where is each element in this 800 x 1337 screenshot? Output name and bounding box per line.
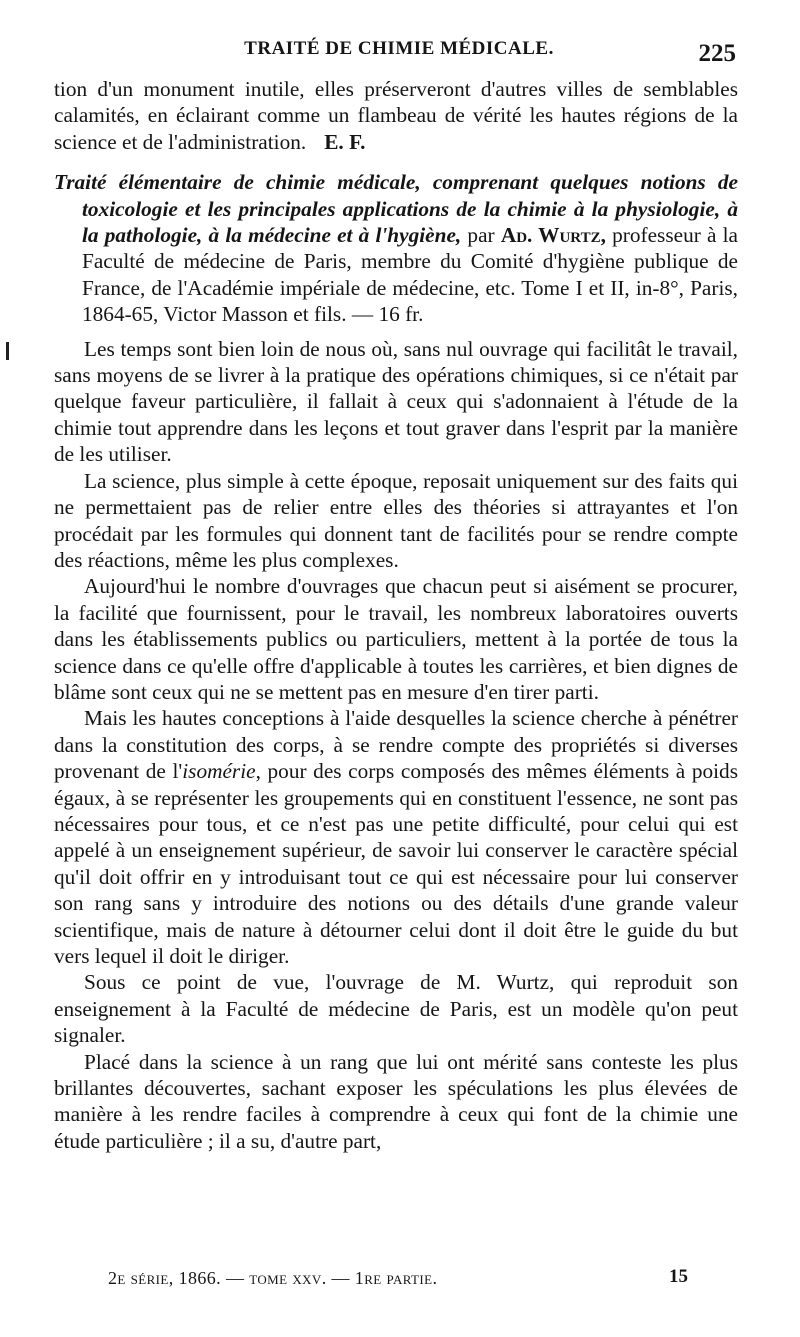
paragraph-3: Aujourd'hui le nombre d'ouvrages que chacun peut si aisément se procurer, la facilité que fournissent, pour le travail, les nombreux laboratoires ouverts dans les établissements publics ou particuliers, mettent à la portée de tous la science dans ce qu'elle offre d'applicable à toutes les carrières, et bien dignes de blâme sont ceux qui ne se mettent pas en mesure d'en tirer parti. [54,574,738,704]
paragraph-4-end: , pour des corps composés des mêmes éléments à poids égaux, à se représenter les groupements qui en constituent l'essence, ne sont pas nécessaires pour tous, et ce n'est pas une petite difficulté, pour celui qui est appelé à un enseignement supérieur, de savoir lui conserver le caractère spécial qu'il doit offrir en y introduisant tout ce qui est nécessaire pour lui conserver son rang sans y introduire des notions ou des détails d'une grande valeur scientifique, mais de nature à détourner celui dont il doit être le guide du but vers lequel il doit le diriger. [54,759,738,968]
paragraph-5: Sous ce point de vue, l'ouvrage de M. Wurtz, qui reproduit son enseignement à la Faculté de médecine de Paris, est un modèle qu'on peut signaler. [54,970,738,1048]
running-title: TRAITÉ DE CHIMIE MÉDICALE. [244,38,554,59]
margin-mark [6,342,9,360]
body-text [54,76,738,1154]
review-details: professeur à la Faculté de médecine de Paris, membre du Comité d'hygiène publique de France, de l'Académie impériale de médecine, etc. Tome I et II, in-8°, Paris, 1864-65, Victor Masson et fils. — 16 fr. [82,223,738,327]
paragraph-4-start: Mais les hautes conceptions à l'aide desquelles la science cherche à pénétrer dans la constitution des corps, à se rendre compte des propriétés si diverses provenant de l' [54,706,738,784]
paragraph-2: La science, plus simple à cette époque, reposait uniquement sur des faits qui ne permettaient pas de relier entre elles des théories si attrayantes et l'on procédait par les formules qui donnent tant de facilités pour se rendre compte des réactions, même les plus complexes. [54,468,738,572]
intro-paragraph [54,76,738,155]
author-initials: E. F. [324,129,366,154]
intro-text: tion d'un monument inutile, elles préserveront d'autres villes de semblables calamités, en éclairant comme un flambeau de vérité les hautes régions de la science et de l'administration. [54,77,738,154]
paragraph-6: Placé dans la science à un rang que lui ont mérité sans conteste les plus brillantes découvertes, sachant exposer les spéculations les plus élevées de manière à les rendre faciles à comprendre à ceux qui font de la chimie une étude particulière ; il a su, d'autre part, [54,1049,738,1153]
review-by: par [461,223,501,248]
page-number: 225 [698,40,736,67]
paragraph-4 [54,705,738,969]
sheet-number: 15 [669,1266,688,1287]
review-entry [54,169,738,327]
printer-signature: 2e série, 1866. — tome xxv. — 1re partie. [108,1268,438,1288]
running-head [56,38,742,74]
paragraph-1: Les temps sont bien loin de nous où, sans nul ouvrage qui facilitât le travail, sans moyens de se livrer à la pratique des opérations chimiques, si ce n'était par quelque faveur particulière, il fallait à ceux qui s'adonnaient à l'étude de la chimie tout apprendre dans les leçons et tout graver dans l'esprit par la manière de les utiliser. [54,336,738,467]
review-book-title: Traité élémentaire de chimie médicale, comprenant quelques notions de toxicologie et les principales applications de la chimie à la physiologie, à la pathologie, à la médecine et à l'hygiène, [54,170,738,248]
review-author: Ad. Wurtz, [500,223,606,248]
paragraph-4-italic-term: isomérie [182,759,256,784]
signature-line [108,1268,718,1298]
